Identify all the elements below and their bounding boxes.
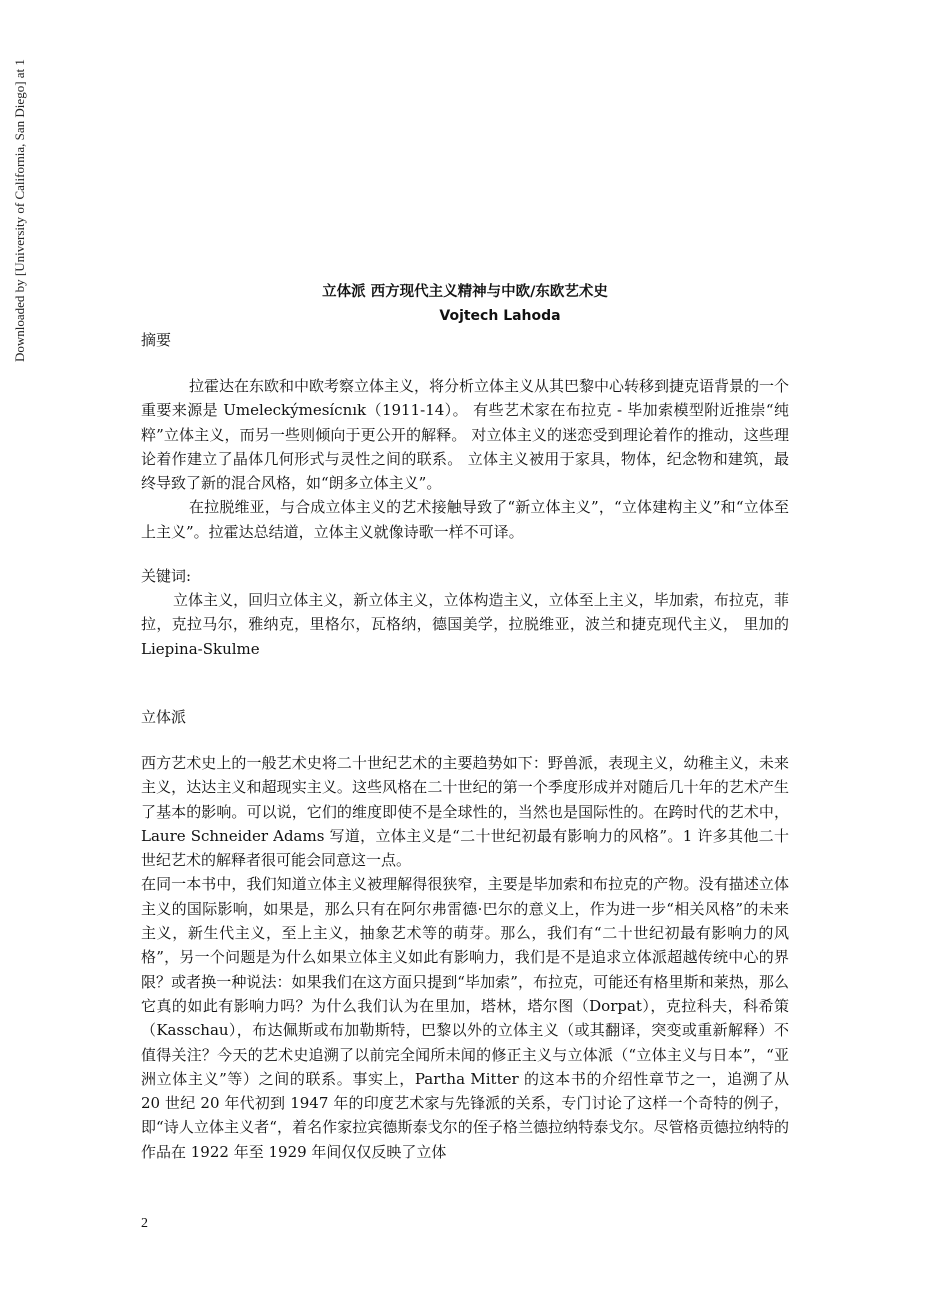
- download-notice-text: Downloaded by [University of California, San Diego] at 1: [12, 59, 27, 362]
- keywords-list: 立体主义，回归立体主义，新立体主义，立体构造主义，立体至上主义，毕加索，布拉克，菲拉，克拉马尔，雅纳克，里格尔，瓦格纳，德国美学，拉脱维亚，波兰和捷克现代主义， 里加的 Liepina-Skulme: [141, 591, 789, 658]
- body-paragraph: 在同一本书中，我们知道立体主义被理解得很狭窄，主要是毕加索和布拉克的产物。没有描述立体主义的国际影响，如果是，那么只有在阿尔弗雷德·巴尔的意义上，作为进一步“相关风格”的未来主义，新生代主义，至上主义，抽象艺术等的萌芽。那么，我们有“二十世纪初最有影响力的风格”，另一个问题是为什么如果立体主义如此有影响力，我们是不是追求立体派超越传统中心的界限？或者换一种说法：如果我们在这方面只提到“毕加索”，布拉克，可能还有格里斯和莱热，那么它真的如此有影响力吗？为什么我们认为在里加，塔林，塔尔图（Dorpat），克拉科夫，科希策（Kasschau），布达佩斯或布加勒斯特，巴黎以外的立体主义（或其翻译，突变或重新解释）不值得关注？今天的艺术史追溯了以前完全闻所未闻的修正主义与立体派（“立体主义与日本”，“亚洲立体主义”等）之间的联系。事实上，Partha Mitter 的这本书的介绍性章节之一，追溯了从 20 世纪 20 年代初到 1947 年的印度艺术家与先锋派的关系，专门讨论了这样一个奇特的例子，即“诗人立体主义者“，着名作家拉宾德斯泰戈尔的侄子格兰德拉纳特泰戈尔。尽管格贡德拉纳特的作品在 1922 年至 1929 年间仅仅反映了立体: [141, 875, 789, 1161]
- keywords-heading: 关键词:: [141, 567, 192, 586]
- abstract-paragraph: 在拉脱维亚，与合成立体主义的艺术接触导致了“新立体主义”，“立体建构主义”和“立体至上主义”。拉霍达总结道，立体主义就像诗歌一样不可译。: [141, 498, 789, 541]
- body-paragraph: 西方艺术史上的一般艺术史将二十世纪艺术的主要趋势如下：野兽派，表现主义，幼稚主义，未来主义，达达主义和超现实主义。这些风格在二十世纪的第一个季度形成并对随后几十年的艺术产生了基本的影响。可以说，它们的维度即使不是全球性的，当然也是国际性的。在跨时代的艺术中，Laure Schneider Adams 写道，立体主义是“二十世纪初最有影响力的风格”。1 许多其他二十世纪艺术的解释者很可能会同意这一点。: [141, 753, 789, 870]
- section-heading: 立体派: [141, 707, 187, 726]
- download-notice: [0, 0, 26, 370]
- author-name: Vojtech Lahoda: [439, 308, 561, 324]
- abstract-heading: 摘要: [141, 331, 172, 349]
- page-number: 2: [141, 1216, 148, 1231]
- document-title: 立体派 西方现代主义精神与中欧/东欧艺术史: [322, 284, 608, 300]
- document-page: [141, 280, 789, 1164]
- abstract-paragraph: 拉霍达在东欧和中欧考察立体主义，将分析立体主义从其巴黎中心转移到捷克语背景的一个重要来源是 Umeleckýmesícnık（1911-14）。 有些艺术家在布拉克 - 毕加索模型附近推崇“纯粹”立体主义，而另一些则倾向于更公开的解释。 对立体主义的迷恋受到理论着作的推动，这些理论着作建立了晶体几何形式与灵性之间的联系。 立体主义被用于家具，物体，纪念物和建筑，最终导致了新的混合风格，如“朗多立体主义”。: [141, 377, 790, 493]
